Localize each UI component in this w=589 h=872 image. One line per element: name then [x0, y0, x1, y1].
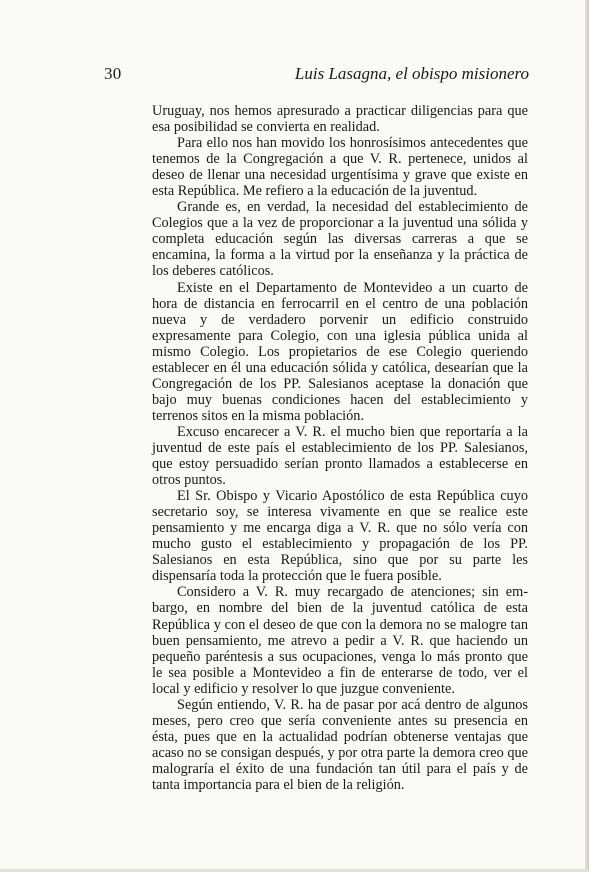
- page-number: 30: [104, 64, 122, 83]
- paragraph-continued: Uruguay, nos hemos apresurado a practicar diligencias para que esa posibilidad se convierta en realidad.: [152, 103, 528, 136]
- paragraph: El Sr. Obispo y Vicario Apostólico de esta República cuyo secretario soy, se interesa vivamente en que se realice este pensamiento y me encarga diga a V. R. que no sólo vería con mucho gusto el establecimiento y propagación de los PP. Salesianos en esta República, sino que por su parte les dispensaría toda la protección que le fuera posible.: [152, 488, 528, 585]
- running-head-title: Luis Lasagna, el obispo misionero: [294, 64, 529, 83]
- paragraph: Grande es, en verdad, la necesidad del establecimiento de Colegios que a la vez de proporcionar a la juventud una sólida y completa educación según las diversas carreras a que se encamina, la forma a la virtud por la enseñanza y la práctica de los deberes católicos.: [152, 199, 528, 280]
- paragraph: Excuso encarecer a V. R. el mucho bien que reportaría a la juventud de este país el establecimiento de los PP. Salesianos, que estoy persuadido serían pronto llamados a establecerse en otros puntos.: [152, 423, 528, 489]
- paragraph: Para ello nos han movido los honrosísimos antecedentes que tenemos de la Congregación a que V. R. pertenece, unidos al deseo de llenar una necesidad urgentísima y grave que existe en esta República. Me refiero a la educación de la juventud.: [152, 135, 528, 200]
- paragraph: Según entiendo, V. R. ha de pasar por acá dentro de algunos meses, pero creo que sería conveniente antes su presencia en ésta, pues que en la actualidad podrían obtenerse ventajas que acaso no se consigan después, y por otra parte la demora creo que malograría el éxito de una fundación tan útil para el país y de tanta importancia para el bien de la religión.: [152, 696, 528, 793]
- paragraph: Considero a V. R. muy recargado de atenciones; sin embargo, en nombre del bien de la juventud católica de esta República y con el deseo de que con la demora no se malogre tan buen pensamiento, me atrevo a pedir a V. R. que haciendo un pequeño paréntesis a sus ocupaciones, venga lo más pronto que le sea posible a Montevideo a fin de enterarse de todo, ver el local y edificio y resolver lo que juzgue conveniente.: [152, 584, 528, 697]
- paragraph: Existe en el Departamento de Montevideo a un cuarto de hora de distancia en ferrocarril en el centro de una población nueva y de verdadero porvenir un edificio construido expresamente para Colegio, con una iglesia pública unida al mismo Colegio. Los propietarios de ese Colegio queriendo establecer en él una educación sólida y católica, desearían que la Congregación de los PP. Salesianos aceptase la donación que bajo muy buenas condiciones hacen del establecimiento y terrenos sitos en la misma población.: [152, 279, 528, 424]
- body-text: [152, 103, 528, 793]
- page-edge-shadow: [585, 0, 589, 872]
